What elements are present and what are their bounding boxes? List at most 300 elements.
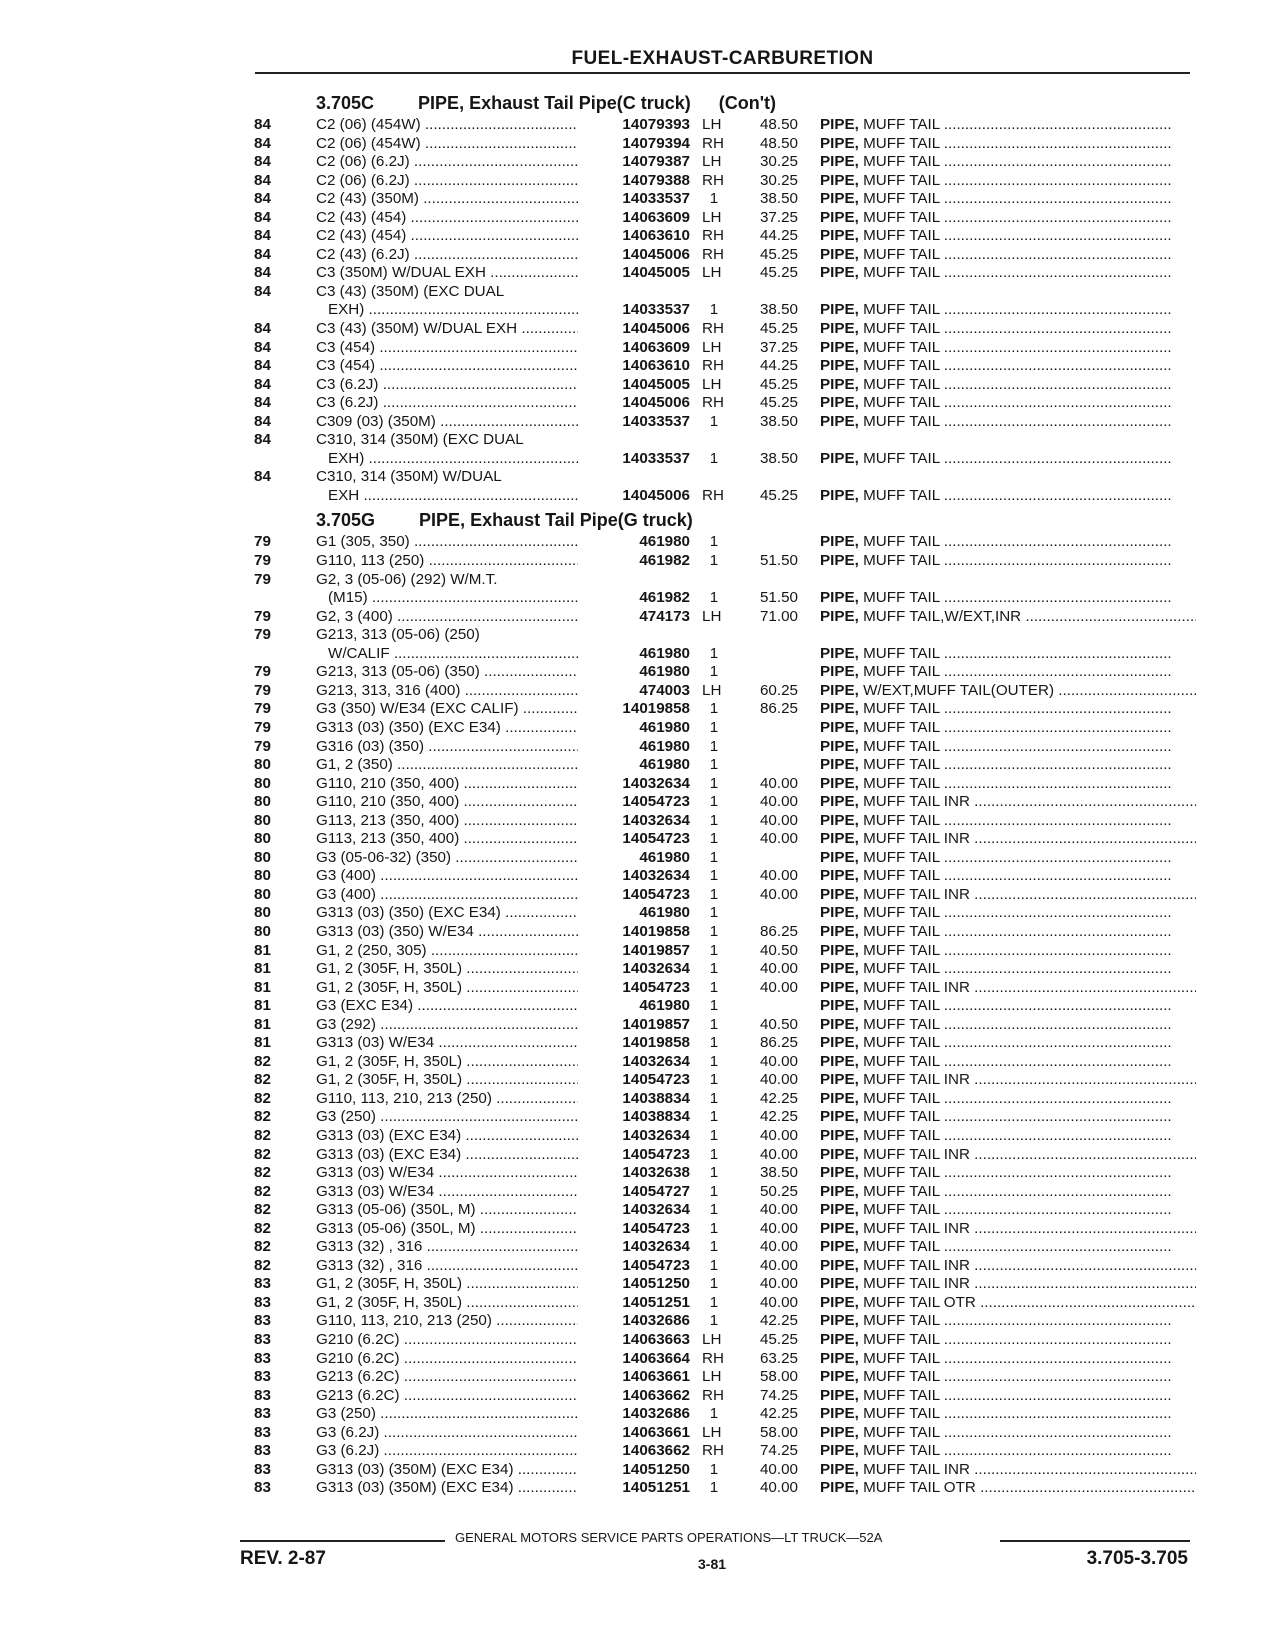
table-row (240, 738, 1200, 757)
part-name-text: MUFF TAIL ..... (863, 775, 1172, 792)
length: 44.25 (759, 227, 798, 245)
part-name-text: MUFF TAIL ..... (863, 320, 1172, 337)
quantity: LH (702, 338, 722, 356)
usage-description (316, 812, 578, 831)
ref-number: 79 (254, 663, 271, 681)
ref-number: 84 (254, 375, 271, 393)
part-number: 14051251 (622, 1293, 690, 1311)
part-name-text: MUFF TAIL ..... (863, 301, 1172, 318)
table-row (240, 1201, 1200, 1220)
quantity: 1 (709, 1201, 719, 1219)
part-name-text: MUFF TAIL ..... (863, 904, 1172, 921)
part-name-prefix: PIPE, (820, 811, 859, 829)
table-row (240, 812, 1200, 831)
quantity: 1 (709, 867, 719, 885)
length: 86.25 (759, 922, 798, 940)
length: 40.00 (759, 1256, 798, 1274)
length: 40.00 (759, 793, 798, 811)
part-name (820, 450, 1196, 469)
description-line: G213, 313, 316 (400) ..... (316, 682, 578, 701)
table-row (240, 904, 1200, 923)
part-number: 14054727 (622, 1182, 690, 1200)
length: 30.25 (759, 153, 798, 171)
quantity: RH (702, 171, 724, 189)
usage-description (316, 552, 578, 571)
quantity: RH (702, 1349, 724, 1367)
part-name-text: MUFF TAIL ..... (863, 1424, 1172, 1441)
length: 40.00 (759, 1201, 798, 1219)
part-name (820, 1034, 1196, 1053)
usage-description (316, 571, 578, 608)
part-number: 14054723 (622, 1219, 690, 1237)
part-name-prefix: PIPE, (820, 227, 859, 245)
part-number: 14032638 (622, 1164, 690, 1182)
usage-description (316, 1127, 578, 1146)
quantity: 1 (709, 848, 719, 866)
part-name (820, 1405, 1196, 1424)
quantity: 1 (709, 885, 719, 903)
part-name-prefix: PIPE, (820, 1405, 859, 1423)
ref-number: 84 (254, 338, 271, 356)
part-name-text: MUFF TAIL ..... (863, 1442, 1172, 1459)
quantity: 1 (709, 1126, 719, 1144)
part-name-text: MUFF TAIL ..... (863, 1238, 1172, 1255)
part-name-prefix: PIPE, (820, 208, 859, 226)
part-number: 461982 (639, 552, 690, 570)
ref-number: 80 (254, 867, 271, 885)
description-line: G3 (250) ..... (316, 1108, 578, 1127)
part-name-prefix: PIPE, (820, 394, 859, 412)
ref-number: 82 (254, 1219, 271, 1237)
table-row (240, 1275, 1200, 1294)
quantity: 1 (709, 1256, 719, 1274)
description-line: G110, 210 (350, 400) ..... (316, 775, 578, 794)
ref-number: 82 (254, 1238, 271, 1256)
description-line: G3 (250) ..... (316, 1405, 578, 1424)
table-row (240, 135, 1200, 154)
part-name-prefix: PIPE, (820, 1164, 859, 1182)
description-line: G313 (03) W/E34 ..... (316, 1164, 578, 1183)
ref-number: 84 (254, 190, 271, 208)
usage-description (316, 738, 578, 757)
quantity: 1 (709, 756, 719, 774)
description-line: C2 (43) (350M) ..... (316, 190, 578, 209)
ref-number: 81 (254, 960, 271, 978)
part-name-text: MUFF TAIL,W/EXT,INR ..... (863, 608, 1196, 625)
table-row (240, 431, 1200, 468)
quantity: LH (702, 208, 722, 226)
part-number: 461980 (639, 533, 690, 551)
part-number: 14063661 (622, 1368, 690, 1386)
description-line: G1, 2 (305F, H, 350L) ..... (316, 1294, 578, 1313)
part-name (820, 264, 1196, 283)
usage-description (316, 663, 578, 682)
part-number: 14033537 (622, 301, 690, 319)
table-row (240, 1071, 1200, 1090)
part-name-text: MUFF TAIL ..... (863, 645, 1172, 662)
part-number: 14045005 (622, 375, 690, 393)
part-name-prefix: PIPE, (820, 375, 859, 393)
part-number: 461980 (639, 718, 690, 736)
part-name-text: MUFF TAIL ..... (863, 923, 1172, 940)
part-name (820, 394, 1196, 413)
part-name-prefix: PIPE, (820, 1238, 859, 1256)
usage-description (316, 1016, 578, 1035)
part-name (820, 533, 1196, 552)
table-row (240, 775, 1200, 794)
part-number: 461980 (639, 848, 690, 866)
part-name (820, 116, 1196, 135)
table-row (240, 283, 1200, 320)
part-name-text: MUFF TAIL ..... (863, 1183, 1172, 1200)
footer-revision: REV. 2-87 (240, 1548, 326, 1569)
usage-description (316, 1053, 578, 1072)
part-number: 14045006 (622, 486, 690, 504)
ref-number: 80 (254, 793, 271, 811)
part-name-prefix: PIPE, (820, 1089, 859, 1107)
table-row (240, 1220, 1200, 1239)
quantity: LH (702, 264, 722, 282)
part-name-prefix: PIPE, (820, 171, 859, 189)
table-row (240, 960, 1200, 979)
part-name (820, 738, 1196, 757)
part-name (820, 1164, 1196, 1183)
ref-number: 82 (254, 1089, 271, 1107)
usage-description (316, 209, 578, 228)
usage-description (316, 283, 578, 320)
part-name (820, 357, 1196, 376)
quantity: LH (702, 116, 722, 133)
part-name-prefix: PIPE, (820, 737, 859, 755)
part-name-text: MUFF TAIL ..... (863, 738, 1172, 755)
part-name-prefix: PIPE, (820, 681, 859, 699)
table-row (240, 1164, 1200, 1183)
description-line: G1, 2 (305F, H, 350L) ..... (316, 1053, 578, 1072)
length: 44.25 (759, 357, 798, 375)
quantity: 1 (709, 830, 719, 848)
quantity: 1 (709, 904, 719, 922)
usage-description (316, 942, 578, 961)
quantity: 1 (709, 1405, 719, 1423)
ref-number: 83 (254, 1349, 271, 1367)
part-name-prefix: PIPE, (820, 1386, 859, 1404)
ref-number: 84 (254, 264, 271, 282)
description-line: G313 (03) (350) (EXC E34) ..... (316, 719, 578, 738)
length: 40.00 (759, 1238, 798, 1256)
part-name-prefix: PIPE, (820, 607, 859, 625)
usage-description (316, 1331, 578, 1350)
part-number: 461980 (639, 756, 690, 774)
part-name-prefix: PIPE, (820, 904, 859, 922)
part-name-text: MUFF TAIL ..... (863, 1108, 1172, 1125)
section-title (240, 505, 1200, 533)
description-line: G313 (03) W/E34 ..... (316, 1034, 578, 1053)
usage-description (316, 886, 578, 905)
quantity: 1 (709, 1293, 719, 1311)
ref-number: 84 (254, 282, 271, 300)
part-number: 14063610 (622, 357, 690, 375)
part-name (820, 1053, 1196, 1072)
part-name (820, 376, 1196, 395)
part-name-text: MUFF TAIL INR ..... (863, 793, 1196, 810)
usage-description (316, 1387, 578, 1406)
description-line: G210 (6.2C) ..... (316, 1331, 578, 1350)
part-number: 14032686 (622, 1405, 690, 1423)
table-row (240, 608, 1200, 627)
part-number: 14079388 (622, 171, 690, 189)
quantity: 1 (709, 1219, 719, 1237)
description-line: G313 (05-06) (350L, M) ..... (316, 1220, 578, 1239)
part-name (820, 1071, 1196, 1090)
usage-description (316, 682, 578, 701)
part-name-text: MUFF TAIL ..... (863, 1053, 1172, 1070)
quantity: 1 (709, 1071, 719, 1089)
description-line: C2 (06) (6.2J) ..... (316, 172, 578, 191)
usage-description (316, 1442, 578, 1461)
ref-number: 83 (254, 1442, 271, 1460)
description-line: G110, 113, 210, 213 (250) ..... (316, 1090, 578, 1109)
table-row (240, 1127, 1200, 1146)
quantity: RH (702, 320, 724, 338)
length: 45.25 (759, 245, 798, 263)
part-number: 14019858 (622, 922, 690, 940)
part-number: 14079394 (622, 134, 690, 152)
part-name-prefix: PIPE, (820, 264, 859, 282)
table-row (240, 1257, 1200, 1276)
part-number: 14054723 (622, 885, 690, 903)
length: 40.00 (759, 830, 798, 848)
description-line: G110, 210 (350, 400) ..... (316, 793, 578, 812)
part-name-prefix: PIPE, (820, 320, 859, 338)
ref-number: 81 (254, 1015, 271, 1033)
ref-number: 82 (254, 1126, 271, 1144)
usage-description (316, 793, 578, 812)
ref-number: 83 (254, 1479, 271, 1497)
usage-description (316, 376, 578, 395)
part-name-prefix: PIPE, (820, 153, 859, 171)
table-row (240, 867, 1200, 886)
quantity: 1 (709, 1108, 719, 1126)
part-name-prefix: PIPE, (820, 1034, 859, 1052)
part-number: 14045006 (622, 245, 690, 263)
description-line: G313 (03) (EXC E34) ..... (316, 1127, 578, 1146)
length: 38.50 (759, 190, 798, 208)
usage-description (316, 775, 578, 794)
part-name (820, 960, 1196, 979)
quantity: 1 (709, 774, 719, 792)
table-row (240, 682, 1200, 701)
table-row (240, 468, 1200, 505)
usage-description (316, 190, 578, 209)
description-line: G313 (03) (350) W/E34 ..... (316, 923, 578, 942)
part-name (820, 1350, 1196, 1369)
ref-number: 83 (254, 1331, 271, 1348)
description-line: G3 (292) ..... (316, 1016, 578, 1035)
table-row (240, 209, 1200, 228)
description-line: G213 (6.2C) ..... (316, 1387, 578, 1406)
quantity: 1 (709, 793, 719, 811)
length: 51.50 (759, 552, 798, 570)
part-name (820, 1257, 1196, 1276)
part-name (820, 775, 1196, 794)
part-name-text: MUFF TAIL ..... (863, 1405, 1172, 1422)
ref-number: 83 (254, 1423, 271, 1441)
quantity: LH (702, 607, 722, 625)
section-number: 3.705C (316, 93, 375, 113)
part-name-prefix: PIPE, (820, 1145, 859, 1163)
part-name (820, 904, 1196, 923)
table-row (240, 357, 1200, 376)
description-line: C3 (454) ..... (316, 339, 578, 358)
ref-number: 82 (254, 1164, 271, 1182)
description-line: G313 (03) W/E34 ..... (316, 1183, 578, 1202)
quantity: 1 (709, 1460, 719, 1478)
length: 40.00 (759, 978, 798, 996)
usage-description (316, 867, 578, 886)
length: 45.25 (759, 1331, 798, 1348)
quantity: RH (702, 357, 724, 375)
description-line: EXH) ..... (316, 450, 578, 469)
part-name-prefix: PIPE, (820, 941, 859, 959)
quantity: 1 (709, 1275, 719, 1293)
usage-description (316, 1238, 578, 1257)
quantity: RH (702, 134, 724, 152)
usage-description (316, 1275, 578, 1294)
quantity: 1 (709, 1164, 719, 1182)
description-line: G113, 213 (350, 400) ..... (316, 830, 578, 849)
part-name-text: MUFF TAIL ..... (863, 1312, 1172, 1329)
quantity: 1 (709, 1145, 719, 1163)
parts-listing (240, 88, 1200, 1498)
quantity: RH (702, 245, 724, 263)
part-name (820, 793, 1196, 812)
part-number: 14045006 (622, 320, 690, 338)
description-line: C310, 314 (350M) (EXC DUAL (316, 431, 524, 449)
part-name (820, 190, 1196, 209)
usage-description (316, 116, 578, 135)
part-name-text: MUFF TAIL ..... (863, 1127, 1172, 1144)
ref-number: 82 (254, 1182, 271, 1200)
table-row (240, 923, 1200, 942)
part-name (820, 1108, 1196, 1127)
part-number: 14063662 (622, 1386, 690, 1404)
usage-description (316, 153, 578, 172)
ref-number: 84 (254, 116, 271, 133)
table-row (240, 979, 1200, 998)
ref-number: 81 (254, 1034, 271, 1052)
section-heading: PIPE, Exhaust Tail Pipe(G truck) (419, 510, 693, 531)
table-row (240, 1387, 1200, 1406)
description-line: C3 (350M) W/DUAL EXH ..... (316, 264, 578, 283)
ref-number: 84 (254, 153, 271, 171)
usage-description (316, 830, 578, 849)
part-name (820, 1368, 1196, 1387)
description-line: G3 (6.2J) ..... (316, 1424, 578, 1443)
length: 40.00 (759, 1479, 798, 1497)
part-name (820, 979, 1196, 998)
quantity: RH (702, 394, 724, 412)
quantity: LH (702, 153, 722, 171)
length: 40.00 (759, 1275, 798, 1293)
usage-description (316, 1405, 578, 1424)
part-number: 14054723 (622, 793, 690, 811)
description-line: G1 (305, 350) ..... (316, 533, 578, 552)
part-name-text: MUFF TAIL ..... (863, 376, 1172, 393)
part-name-text: MUFF TAIL ..... (863, 812, 1172, 829)
part-name-prefix: PIPE, (820, 922, 859, 940)
page-title: FUEL-EXHAUST-CARBURETION (571, 48, 874, 69)
part-name-text: MUFF TAIL ..... (863, 209, 1172, 226)
part-name (820, 209, 1196, 228)
ref-number: 84 (254, 171, 271, 189)
usage-description (316, 1350, 578, 1369)
ref-number: 81 (254, 941, 271, 959)
part-name (820, 246, 1196, 265)
description-line: G313 (03) (350M) (EXC E34) ..... (316, 1479, 578, 1498)
description-line: G1, 2 (305F, H, 350L) ..... (316, 1071, 578, 1090)
table-row (240, 153, 1200, 172)
part-number: 14032634 (622, 811, 690, 829)
part-name-prefix: PIPE, (820, 301, 859, 319)
part-number: 14063663 (622, 1331, 690, 1348)
usage-description (316, 626, 578, 663)
ref-number: 82 (254, 1201, 271, 1219)
ref-number: 80 (254, 904, 271, 922)
description-line: G213 (6.2C) ..... (316, 1368, 578, 1387)
part-number: 14033537 (622, 449, 690, 467)
length: 40.00 (759, 1052, 798, 1070)
ref-number: 79 (254, 681, 271, 699)
table-row (240, 320, 1200, 339)
ref-number: 84 (254, 320, 271, 338)
quantity: 1 (709, 1182, 719, 1200)
description-line: G3 (6.2J) ..... (316, 1442, 578, 1461)
quantity: 1 (709, 552, 719, 570)
table-row (240, 394, 1200, 413)
description-line: G110, 113 (250) ..... (316, 552, 578, 571)
part-number: 461980 (639, 904, 690, 922)
usage-description (316, 1183, 578, 1202)
part-name-text: MUFF TAIL ..... (863, 533, 1172, 550)
part-number: 461982 (639, 589, 690, 607)
usage-description (316, 904, 578, 923)
table-row (240, 1146, 1200, 1165)
part-name-text: MUFF TAIL ..... (863, 1368, 1172, 1385)
part-name (820, 320, 1196, 339)
part-number: 14079387 (622, 153, 690, 171)
part-number: 14038834 (622, 1108, 690, 1126)
length: 40.00 (759, 1145, 798, 1163)
ref-number: 79 (254, 737, 271, 755)
usage-description (316, 413, 578, 432)
usage-description (316, 923, 578, 942)
quantity: 1 (709, 663, 719, 681)
description-line: G213, 313 (05-06) (350) ..... (316, 663, 578, 682)
length: 45.25 (759, 264, 798, 282)
part-name-text: MUFF TAIL ..... (863, 172, 1172, 189)
usage-description (316, 700, 578, 719)
table-row (240, 849, 1200, 868)
part-number: 461980 (639, 644, 690, 662)
part-name (820, 1220, 1196, 1239)
ref-number: 80 (254, 885, 271, 903)
part-number: 14033537 (622, 190, 690, 208)
description-line: G1, 2 (250, 305) ..... (316, 942, 578, 961)
part-name-text: MUFF TAIL ..... (863, 997, 1172, 1014)
description-line: EXH) ..... (316, 301, 578, 320)
part-name-text: MUFF TAIL ..... (863, 246, 1172, 263)
usage-description (316, 1071, 578, 1090)
